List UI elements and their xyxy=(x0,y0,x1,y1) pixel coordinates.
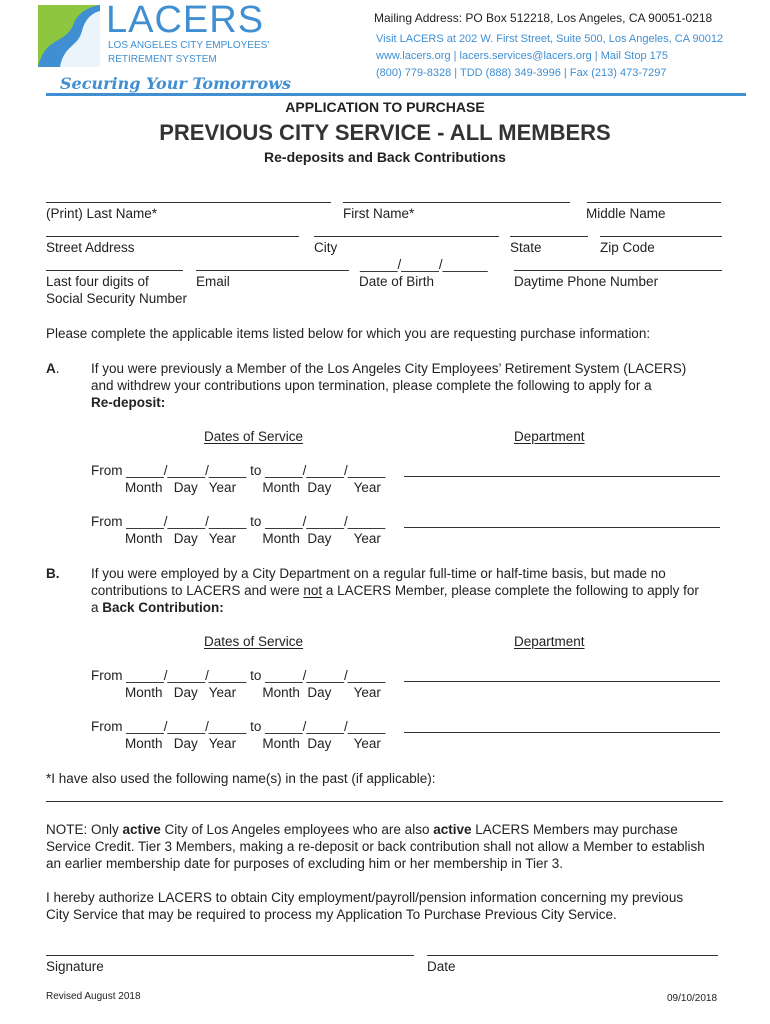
zip-line[interactable] xyxy=(600,236,722,237)
email-label: Email xyxy=(196,274,230,289)
logo-line2: RETIREMENT SYSTEM xyxy=(108,54,217,65)
b-row2-dates[interactable]: From _____/_____/_____ to _____/_____/_____ xyxy=(91,719,386,734)
a-row1-dept-line[interactable] xyxy=(404,476,720,477)
middle-name-label: Middle Name xyxy=(586,206,666,221)
street-label: Street Address xyxy=(46,240,135,255)
first-name-label: First Name* xyxy=(343,206,415,221)
note-active1: active xyxy=(122,822,161,837)
zip-label: Zip Code xyxy=(600,240,655,255)
a-row2-dates[interactable]: From _____/_____/_____ to _____/_____/_____ xyxy=(91,514,386,529)
a-row2-dept-line[interactable] xyxy=(404,527,720,528)
mailing-address: Mailing Address: PO Box 512218, Los Angeles, CA 90051-0218 xyxy=(374,11,713,25)
logo-line1: LOS ANGELES CITY EMPLOYEES' xyxy=(108,40,270,51)
authorize-line2: City Service that may be required to process my Application To Purchase Previous City Service. xyxy=(46,907,617,922)
b-dates-header-text: Dates of Service xyxy=(204,634,304,649)
a-dates-header xyxy=(204,428,303,445)
a-dept-header-text: Department xyxy=(514,429,585,444)
tagline: Securing Your Tomorrows xyxy=(60,74,291,93)
ssn-label-2: Social Security Number xyxy=(46,291,188,306)
last-name-line[interactable] xyxy=(46,202,331,203)
section-b-line3 xyxy=(91,599,224,616)
header-rule xyxy=(46,93,746,96)
section-b-letter: B. xyxy=(46,566,60,581)
b-dept-header xyxy=(514,633,585,650)
logo-title: LACERS xyxy=(106,0,265,41)
note-a2: City of Los Angeles employees who are also xyxy=(160,822,434,837)
section-a-letter: A. xyxy=(46,361,60,376)
city-line[interactable] xyxy=(314,236,499,237)
section-b-line3a: a xyxy=(91,600,103,615)
state-label: State xyxy=(510,240,542,255)
section-b-line2a: contributions to LACERS and were xyxy=(91,583,304,598)
footer-revised: Revised August 2018 xyxy=(46,991,141,1002)
city-label: City xyxy=(314,240,338,255)
b-row1-dates[interactable]: From _____/_____/_____ to _____/_____/_____ xyxy=(91,668,386,683)
b-dept-header-text: Department xyxy=(514,634,585,649)
a-row1-labels: Month Day Year Month Day Year xyxy=(125,480,381,495)
section-a-line3: Re-deposit: xyxy=(91,395,166,410)
section-b-line2 xyxy=(91,582,699,599)
b-row1-labels: Month Day Year Month Day Year xyxy=(125,685,381,700)
last-name-label: (Print) Last Name* xyxy=(46,206,158,221)
section-a-line1: If you were previously a Member of the Los Angeles City Employees’ Retirement System (LACERS) xyxy=(91,361,687,376)
section-b-line2b: a LACERS Member, please complete the following to apply for xyxy=(322,583,699,598)
section-b-not: not xyxy=(303,583,323,598)
date-line[interactable] xyxy=(427,955,718,956)
note-line3: an earlier membership date for purposes of excluding him or her membership in Tier 3. xyxy=(46,856,563,871)
note-a1: NOTE: Only xyxy=(46,822,123,837)
form-kicker: APPLICATION TO PURCHASE xyxy=(285,99,485,115)
section-b-line3b: Back Contribution: xyxy=(102,600,224,615)
date-label: Date xyxy=(427,959,456,974)
middle-name-line[interactable] xyxy=(587,202,721,203)
section-a-letter-text: A xyxy=(46,361,56,376)
past-names-label: *I have also used the following name(s) in the past (if applicable): xyxy=(46,771,436,786)
state-line[interactable] xyxy=(510,236,588,237)
section-b-line1: If you were employed by a City Department on a regular full-time or half-time basis, but made no xyxy=(91,566,666,581)
phone-contact: (800) 779-8328 | TDD (888) 349-3996 | Fax (213) 473-7297 xyxy=(376,67,667,79)
b-row2-dept-line[interactable] xyxy=(404,732,720,733)
phone-label: Daytime Phone Number xyxy=(514,274,659,289)
phone-line[interactable] xyxy=(514,270,722,271)
signature-line[interactable] xyxy=(46,955,414,956)
section-a-line2: and withdrew your contributions upon termination, please complete the following to apply for a xyxy=(91,378,652,393)
visit-address: Visit LACERS at 202 W. First Street, Suite 500, Los Angeles, CA 90012 xyxy=(376,33,724,45)
form-subtitle: Re-deposits and Back Contributions xyxy=(264,149,506,165)
note-a3: LACERS Members may purchase xyxy=(471,822,678,837)
a-dept-header xyxy=(514,428,585,445)
first-name-line[interactable] xyxy=(343,202,570,203)
street-line[interactable] xyxy=(46,236,299,237)
email-line[interactable] xyxy=(196,270,349,271)
a-row1-dates[interactable]: From _____/_____/_____ to _____/_____/_____ xyxy=(91,463,386,478)
b-row1-dept-line[interactable] xyxy=(404,681,720,682)
a-row2-labels: Month Day Year Month Day Year xyxy=(125,531,381,546)
footer-date: 09/10/2018 xyxy=(667,993,718,1004)
intro-text: Please complete the applicable items listed below for which you are requesting purchase information: xyxy=(46,326,651,341)
a-dates-header-text: Dates of Service xyxy=(204,429,304,444)
web-contact: www.lacers.org | lacers.services@lacers.org | Mail Stop 175 xyxy=(376,50,668,62)
ssn-label-1: Last four digits of xyxy=(46,274,149,289)
lacers-logo xyxy=(38,5,100,67)
b-row2-labels: Month Day Year Month Day Year xyxy=(125,736,381,751)
signature-label: Signature xyxy=(46,959,104,974)
dob-blank[interactable]: _____/_____/______ xyxy=(360,257,488,272)
note-line1 xyxy=(46,821,678,838)
past-names-line[interactable] xyxy=(46,801,723,802)
b-dates-header xyxy=(204,633,303,650)
note-active2: active xyxy=(433,822,472,837)
note-line2: Service Credit. Tier 3 Members, making a re-deposit or back contribution shall not allow a Member to establish xyxy=(46,839,705,854)
page-title: PREVIOUS CITY SERVICE - ALL MEMBERS xyxy=(159,120,611,145)
authorize-line1: I hereby authorize LACERS to obtain City employment/payroll/pension information concerning my previous xyxy=(46,890,684,905)
dob-label: Date of Birth xyxy=(359,274,435,289)
logo-mark-icon xyxy=(38,5,100,67)
ssn-line[interactable] xyxy=(46,270,183,271)
